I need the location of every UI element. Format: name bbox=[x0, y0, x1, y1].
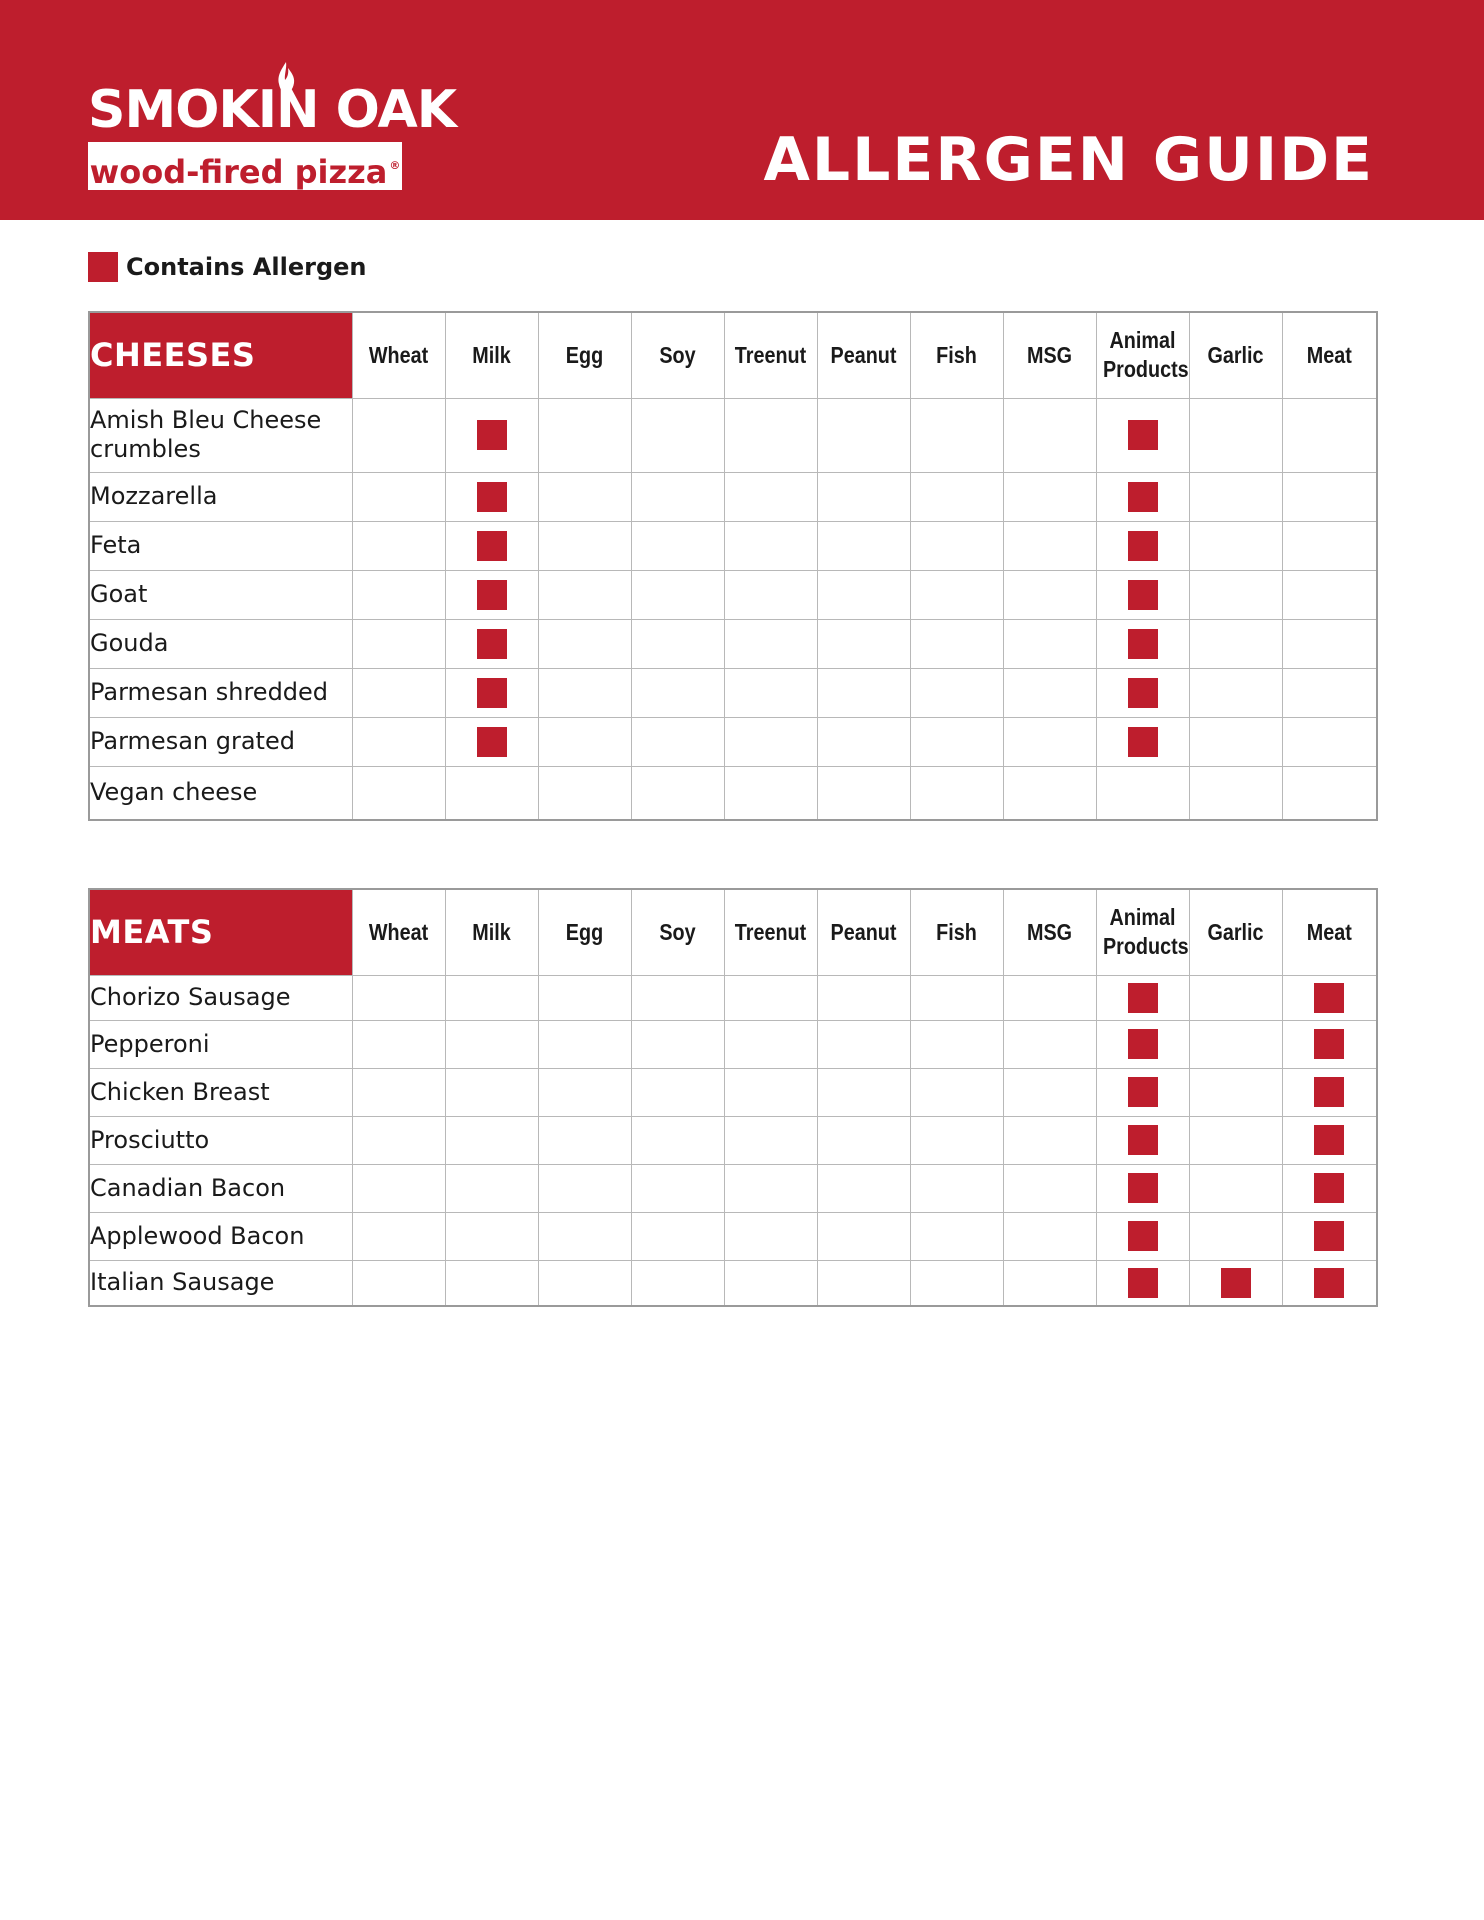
allergen-cell-fish bbox=[910, 1260, 1003, 1306]
allergen-cell-meat bbox=[1282, 472, 1377, 521]
allergen-cell-msg bbox=[1003, 619, 1096, 668]
allergen-cell-fish bbox=[910, 668, 1003, 717]
allergen-cell-treenut bbox=[724, 398, 817, 472]
meats-table bbox=[88, 888, 1378, 1307]
allergen-cell-treenut bbox=[724, 717, 817, 766]
allergen-marker bbox=[1128, 983, 1158, 1013]
brand-tagline: wood-fired pizza bbox=[89, 153, 388, 191]
allergen-marker bbox=[1128, 420, 1158, 450]
allergen-marker bbox=[477, 482, 507, 512]
allergen-cell-fish bbox=[910, 619, 1003, 668]
column-header-wheat: Wheat bbox=[359, 312, 439, 398]
allergen-cell-egg bbox=[538, 1260, 631, 1306]
table-row bbox=[89, 668, 1377, 717]
allergen-cell-fish bbox=[910, 472, 1003, 521]
allergen-cell-animal-products bbox=[1096, 570, 1189, 619]
table-row bbox=[89, 472, 1377, 521]
allergen-cell-fish bbox=[910, 521, 1003, 570]
allergen-cell-fish bbox=[910, 1164, 1003, 1212]
table-row bbox=[89, 975, 1377, 1020]
allergen-cell-milk bbox=[445, 717, 538, 766]
allergen-cell-fish bbox=[910, 1020, 1003, 1068]
allergen-cell-garlic bbox=[1189, 1116, 1282, 1164]
allergen-cell-animal-products bbox=[1096, 398, 1189, 472]
allergen-cell-meat bbox=[1282, 1020, 1377, 1068]
allergen-cell-garlic bbox=[1189, 1212, 1282, 1260]
allergen-marker bbox=[1314, 1029, 1344, 1059]
allergen-cell-milk bbox=[445, 1212, 538, 1260]
header-banner bbox=[0, 0, 1484, 220]
column-header-meat: Meat bbox=[1289, 889, 1371, 975]
allergen-cell-fish bbox=[910, 766, 1003, 820]
allergen-cell-milk bbox=[445, 668, 538, 717]
allergen-cell-msg bbox=[1003, 1212, 1096, 1260]
column-header-msg: MSG bbox=[1010, 312, 1090, 398]
allergen-cell-animal-products bbox=[1096, 1260, 1189, 1306]
item-name: Pepperoni bbox=[89, 1020, 352, 1068]
allergen-cell-animal-products bbox=[1096, 668, 1189, 717]
table-row bbox=[89, 766, 1377, 820]
allergen-cell-wheat bbox=[352, 1164, 445, 1212]
item-name: Gouda bbox=[89, 619, 352, 668]
allergen-cell-msg bbox=[1003, 1020, 1096, 1068]
legend bbox=[88, 251, 367, 283]
allergen-cell-milk bbox=[445, 1260, 538, 1306]
item-name: Canadian Bacon bbox=[89, 1164, 352, 1212]
allergen-cell-garlic bbox=[1189, 766, 1282, 820]
allergen-cell-peanut bbox=[817, 975, 910, 1020]
allergen-cell-soy bbox=[631, 521, 724, 570]
allergen-cell-fish bbox=[910, 717, 1003, 766]
item-name: Chicken Breast bbox=[89, 1068, 352, 1116]
allergen-marker bbox=[1128, 678, 1158, 708]
allergen-cell-milk bbox=[445, 521, 538, 570]
item-name: Parmesan grated bbox=[89, 717, 352, 766]
allergen-marker bbox=[477, 629, 507, 659]
allergen-cell-peanut bbox=[817, 619, 910, 668]
column-header-garlic: Garlic bbox=[1196, 312, 1276, 398]
allergen-marker bbox=[1221, 1268, 1251, 1298]
allergen-cell-peanut bbox=[817, 1164, 910, 1212]
allergen-cell-soy bbox=[631, 1260, 724, 1306]
item-name: Goat bbox=[89, 570, 352, 619]
allergen-cell-peanut bbox=[817, 1068, 910, 1116]
allergen-cell-msg bbox=[1003, 570, 1096, 619]
allergen-cell-meat bbox=[1282, 1068, 1377, 1116]
allergen-cell-wheat bbox=[352, 570, 445, 619]
allergen-cell-msg bbox=[1003, 668, 1096, 717]
column-header-soy: Soy bbox=[638, 312, 718, 398]
allergen-cell-wheat bbox=[352, 398, 445, 472]
allergen-cell-wheat bbox=[352, 1020, 445, 1068]
table-row bbox=[89, 521, 1377, 570]
allergen-cell-milk bbox=[445, 1116, 538, 1164]
allergen-cell-soy bbox=[631, 472, 724, 521]
allergen-cell-wheat bbox=[352, 472, 445, 521]
column-header-egg: Egg bbox=[545, 889, 625, 975]
allergen-cell-animal-products bbox=[1096, 1020, 1189, 1068]
allergen-cell-egg bbox=[538, 668, 631, 717]
header-row bbox=[89, 312, 1377, 398]
brand-tagline-box bbox=[88, 142, 402, 190]
allergen-cell-soy bbox=[631, 570, 724, 619]
allergen-marker bbox=[1314, 1173, 1344, 1203]
brand-logo bbox=[88, 62, 457, 191]
allergen-cell-meat bbox=[1282, 975, 1377, 1020]
allergen-cell-wheat bbox=[352, 766, 445, 820]
allergen-cell-milk bbox=[445, 398, 538, 472]
allergen-cell-wheat bbox=[352, 975, 445, 1020]
allergen-cell-animal-products bbox=[1096, 1164, 1189, 1212]
allergen-marker bbox=[477, 531, 507, 561]
section-title: CHEESES bbox=[89, 312, 352, 398]
allergen-marker bbox=[1128, 1077, 1158, 1107]
allergen-marker bbox=[477, 727, 507, 757]
table-row bbox=[89, 1260, 1377, 1306]
allergen-cell-treenut bbox=[724, 1260, 817, 1306]
allergen-cell-treenut bbox=[724, 521, 817, 570]
table-row bbox=[89, 1116, 1377, 1164]
allergen-cell-peanut bbox=[817, 717, 910, 766]
allergen-cell-garlic bbox=[1189, 472, 1282, 521]
allergen-cell-egg bbox=[538, 1212, 631, 1260]
item-name: Applewood Bacon bbox=[89, 1212, 352, 1260]
allergen-cell-msg bbox=[1003, 717, 1096, 766]
allergen-cell-egg bbox=[538, 1164, 631, 1212]
table-row bbox=[89, 1212, 1377, 1260]
allergen-cell-treenut bbox=[724, 570, 817, 619]
allergen-cell-soy bbox=[631, 398, 724, 472]
allergen-cell-animal-products bbox=[1096, 1212, 1189, 1260]
allergen-cell-fish bbox=[910, 975, 1003, 1020]
allergen-cell-garlic bbox=[1189, 717, 1282, 766]
table-row bbox=[89, 1164, 1377, 1212]
allergen-cell-soy bbox=[631, 766, 724, 820]
item-name: Mozzarella bbox=[89, 472, 352, 521]
column-header-fish: Fish bbox=[917, 889, 997, 975]
allergen-cell-peanut bbox=[817, 1260, 910, 1306]
allergen-cell-soy bbox=[631, 1068, 724, 1116]
allergen-cell-meat bbox=[1282, 570, 1377, 619]
allergen-cell-msg bbox=[1003, 766, 1096, 820]
allergen-cell-animal-products bbox=[1096, 619, 1189, 668]
allergen-cell-treenut bbox=[724, 1212, 817, 1260]
allergen-cell-animal-products bbox=[1096, 1068, 1189, 1116]
allergen-cell-egg bbox=[538, 717, 631, 766]
column-header-soy: Soy bbox=[638, 889, 718, 975]
allergen-cell-wheat bbox=[352, 717, 445, 766]
allergen-cell-garlic bbox=[1189, 975, 1282, 1020]
section-title: MEATS bbox=[89, 889, 352, 975]
allergen-cell-peanut bbox=[817, 1020, 910, 1068]
column-header-peanut: Peanut bbox=[824, 312, 904, 398]
allergen-cell-wheat bbox=[352, 1116, 445, 1164]
column-header-peanut: Peanut bbox=[824, 889, 904, 975]
allergen-cell-soy bbox=[631, 717, 724, 766]
allergen-cell-fish bbox=[910, 1212, 1003, 1260]
column-header-treenut: Treenut bbox=[731, 889, 811, 975]
column-header-animal-products: Animal Products bbox=[1103, 312, 1183, 398]
allergen-cell-animal-products bbox=[1096, 717, 1189, 766]
allergen-cell-soy bbox=[631, 975, 724, 1020]
allergen-cell-peanut bbox=[817, 521, 910, 570]
allergen-cell-soy bbox=[631, 619, 724, 668]
allergen-cell-egg bbox=[538, 570, 631, 619]
allergen-cell-treenut bbox=[724, 766, 817, 820]
item-name: Vegan cheese bbox=[89, 766, 352, 820]
allergen-cell-wheat bbox=[352, 521, 445, 570]
registered-mark: ® bbox=[389, 159, 401, 172]
allergen-cell-egg bbox=[538, 766, 631, 820]
allergen-cell-treenut bbox=[724, 975, 817, 1020]
allergen-cell-soy bbox=[631, 1116, 724, 1164]
allergen-cell-treenut bbox=[724, 1164, 817, 1212]
allergen-cell-treenut bbox=[724, 1116, 817, 1164]
allergen-cell-egg bbox=[538, 472, 631, 521]
column-header-meat: Meat bbox=[1289, 312, 1371, 398]
allergen-cell-msg bbox=[1003, 472, 1096, 521]
allergen-cell-garlic bbox=[1189, 1068, 1282, 1116]
allergen-marker bbox=[1128, 1268, 1158, 1298]
allergen-cell-msg bbox=[1003, 1260, 1096, 1306]
allergen-cell-meat bbox=[1282, 1116, 1377, 1164]
table-row bbox=[89, 717, 1377, 766]
allergen-cell-garlic bbox=[1189, 1020, 1282, 1068]
allergen-cell-peanut bbox=[817, 472, 910, 521]
allergen-cell-peanut bbox=[817, 766, 910, 820]
allergen-cell-animal-products bbox=[1096, 1116, 1189, 1164]
allergen-cell-fish bbox=[910, 1068, 1003, 1116]
allergen-cell-egg bbox=[538, 1020, 631, 1068]
allergen-cell-egg bbox=[538, 1116, 631, 1164]
allergen-cell-msg bbox=[1003, 1068, 1096, 1116]
column-header-milk: Milk bbox=[452, 889, 532, 975]
column-header-animal-products: Animal Products bbox=[1103, 889, 1183, 975]
table-row bbox=[89, 619, 1377, 668]
allergen-cell-meat bbox=[1282, 766, 1377, 820]
allergen-marker bbox=[1128, 1125, 1158, 1155]
allergen-cell-msg bbox=[1003, 975, 1096, 1020]
item-name: Feta bbox=[89, 521, 352, 570]
allergen-cell-meat bbox=[1282, 1260, 1377, 1306]
column-header-fish: Fish bbox=[917, 312, 997, 398]
legend-label: Contains Allergen bbox=[126, 253, 367, 281]
allergen-cell-msg bbox=[1003, 1116, 1096, 1164]
item-name: Prosciutto bbox=[89, 1116, 352, 1164]
allergen-cell-treenut bbox=[724, 668, 817, 717]
column-header-treenut: Treenut bbox=[731, 312, 811, 398]
allergen-cell-garlic bbox=[1189, 668, 1282, 717]
allergen-cell-animal-products bbox=[1096, 472, 1189, 521]
allergen-cell-soy bbox=[631, 1212, 724, 1260]
allergen-cell-peanut bbox=[817, 1116, 910, 1164]
allergen-cell-wheat bbox=[352, 1068, 445, 1116]
allergen-cell-egg bbox=[538, 1068, 631, 1116]
allergen-marker bbox=[1128, 580, 1158, 610]
allergen-cell-egg bbox=[538, 398, 631, 472]
allergen-cell-meat bbox=[1282, 1164, 1377, 1212]
item-name: Chorizo Sausage bbox=[89, 975, 352, 1020]
allergen-marker bbox=[1314, 1221, 1344, 1251]
allergen-cell-milk bbox=[445, 1068, 538, 1116]
allergen-cell-meat bbox=[1282, 398, 1377, 472]
legend-swatch bbox=[88, 252, 118, 282]
allergen-marker bbox=[1128, 1173, 1158, 1203]
table-row bbox=[89, 570, 1377, 619]
allergen-cell-treenut bbox=[724, 1068, 817, 1116]
brand-name: SMOKIN OAK bbox=[88, 80, 457, 140]
allergen-cell-garlic bbox=[1189, 1164, 1282, 1212]
allergen-cell-garlic bbox=[1189, 570, 1282, 619]
allergen-cell-peanut bbox=[817, 398, 910, 472]
header-row bbox=[89, 889, 1377, 975]
allergen-cell-meat bbox=[1282, 668, 1377, 717]
allergen-marker bbox=[1128, 531, 1158, 561]
allergen-cell-meat bbox=[1282, 521, 1377, 570]
allergen-cell-garlic bbox=[1189, 619, 1282, 668]
allergen-marker bbox=[1128, 482, 1158, 512]
allergen-marker bbox=[1314, 983, 1344, 1013]
allergen-cell-wheat bbox=[352, 619, 445, 668]
allergen-cell-soy bbox=[631, 1164, 724, 1212]
allergen-cell-garlic bbox=[1189, 1260, 1282, 1306]
allergen-cell-animal-products bbox=[1096, 975, 1189, 1020]
table-row bbox=[89, 398, 1377, 472]
column-header-wheat: Wheat bbox=[359, 889, 439, 975]
table-row bbox=[89, 1020, 1377, 1068]
item-name: Italian Sausage bbox=[89, 1260, 352, 1306]
allergen-cell-meat bbox=[1282, 619, 1377, 668]
allergen-cell-animal-products bbox=[1096, 521, 1189, 570]
allergen-cell-garlic bbox=[1189, 521, 1282, 570]
allergen-cell-milk bbox=[445, 975, 538, 1020]
allergen-cell-wheat bbox=[352, 668, 445, 717]
allergen-cell-treenut bbox=[724, 619, 817, 668]
allergen-cell-fish bbox=[910, 1116, 1003, 1164]
allergen-cell-peanut bbox=[817, 668, 910, 717]
allergen-cell-meat bbox=[1282, 717, 1377, 766]
allergen-marker bbox=[1314, 1268, 1344, 1298]
allergen-cell-garlic bbox=[1189, 398, 1282, 472]
allergen-marker bbox=[1314, 1077, 1344, 1107]
column-header-egg: Egg bbox=[545, 312, 625, 398]
allergen-cell-wheat bbox=[352, 1212, 445, 1260]
allergen-cell-milk bbox=[445, 766, 538, 820]
allergen-cell-wheat bbox=[352, 1260, 445, 1306]
allergen-cell-animal-products bbox=[1096, 766, 1189, 820]
column-header-msg: MSG bbox=[1010, 889, 1090, 975]
allergen-cell-msg bbox=[1003, 1164, 1096, 1212]
allergen-cell-milk bbox=[445, 619, 538, 668]
page-title: ALLERGEN GUIDE bbox=[763, 125, 1374, 195]
allergen-cell-milk bbox=[445, 570, 538, 619]
allergen-cell-soy bbox=[631, 668, 724, 717]
allergen-cell-soy bbox=[631, 1020, 724, 1068]
allergen-marker bbox=[1128, 1029, 1158, 1059]
allergen-cell-egg bbox=[538, 521, 631, 570]
item-name: Amish Bleu Cheese crumbles bbox=[89, 398, 352, 472]
column-header-milk: Milk bbox=[452, 312, 532, 398]
allergen-cell-milk bbox=[445, 1164, 538, 1212]
allergen-cell-treenut bbox=[724, 472, 817, 521]
allergen-marker bbox=[1128, 1221, 1158, 1251]
allergen-marker bbox=[477, 580, 507, 610]
allergen-marker bbox=[1128, 727, 1158, 757]
allergen-cell-milk bbox=[445, 472, 538, 521]
allergen-marker bbox=[477, 678, 507, 708]
allergen-cell-fish bbox=[910, 398, 1003, 472]
allergen-marker bbox=[477, 420, 507, 450]
item-name: Parmesan shredded bbox=[89, 668, 352, 717]
allergen-cell-peanut bbox=[817, 1212, 910, 1260]
table-row bbox=[89, 1068, 1377, 1116]
allergen-cell-peanut bbox=[817, 570, 910, 619]
allergen-cell-msg bbox=[1003, 521, 1096, 570]
allergen-cell-meat bbox=[1282, 1212, 1377, 1260]
allergen-cell-milk bbox=[445, 1020, 538, 1068]
allergen-marker bbox=[1314, 1125, 1344, 1155]
allergen-cell-fish bbox=[910, 570, 1003, 619]
allergen-cell-msg bbox=[1003, 398, 1096, 472]
allergen-cell-treenut bbox=[724, 1020, 817, 1068]
allergen-cell-egg bbox=[538, 975, 631, 1020]
column-header-garlic: Garlic bbox=[1196, 889, 1276, 975]
allergen-marker bbox=[1128, 629, 1158, 659]
allergen-cell-egg bbox=[538, 619, 631, 668]
cheeses-table bbox=[88, 311, 1378, 821]
